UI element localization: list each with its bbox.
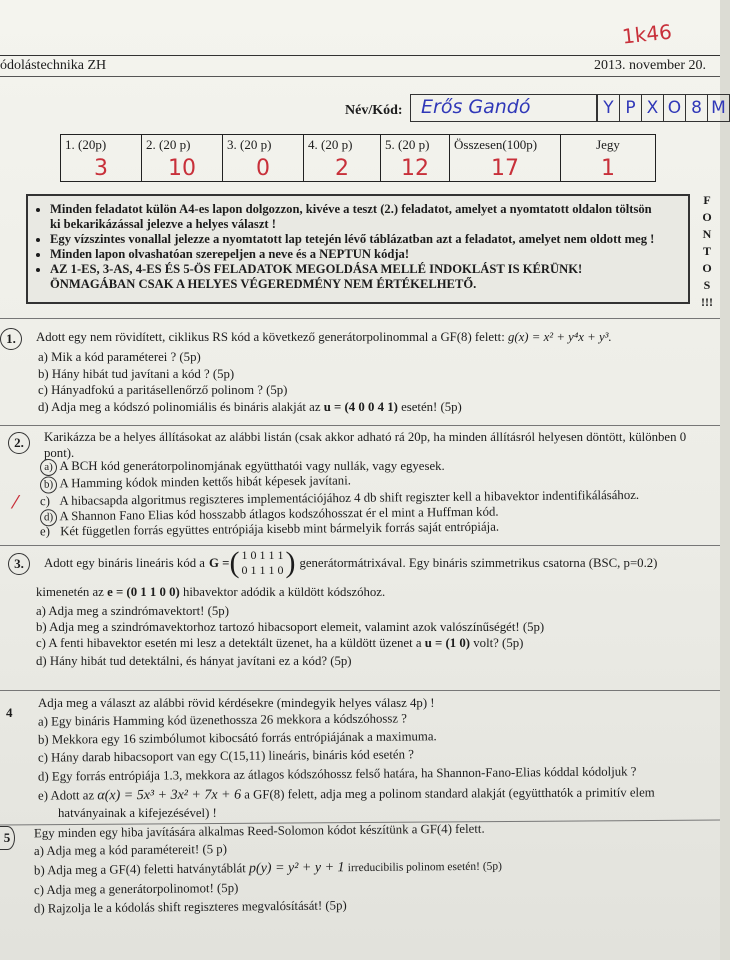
side-letter: O xyxy=(702,210,712,224)
code-char: X xyxy=(641,94,664,122)
red-mark: ⁄ xyxy=(14,492,18,513)
score-value: 12 xyxy=(401,156,429,181)
exam-date: 2013. november 20. xyxy=(594,58,706,73)
q2-item-text: A hibacsapda algoritmus regiszteres implementációjához 4 db shift regiszter kell a hibavektor indentifikálásához. xyxy=(59,487,640,508)
score-cell xyxy=(304,135,381,182)
score-value: 2 xyxy=(335,156,349,181)
instruction-item-cont: ki bekarikázással jelezve a helyes választ ! xyxy=(50,217,276,231)
header-rule-bottom xyxy=(0,76,720,77)
side-letter: O xyxy=(702,261,712,275)
q1-d-text: d) Adja meg a kódszó polinomiális és bináris alakját az xyxy=(38,400,321,414)
q5-b-tail: irreducibilis polinom esetén! (5p) xyxy=(347,860,503,875)
q5-d: d) Rajzolja le a kódolás shift regiszteres megvalósítását! (5p) xyxy=(33,898,347,916)
score-col-label: 2. (20 p) xyxy=(146,137,191,152)
score-value: 10 xyxy=(168,156,196,181)
q4-intro: Adja meg a választ az alábbi rövid kérdésekre (mindegyik helyes válasz 4p) ! xyxy=(38,696,435,710)
q3-a: a) Adja meg a szindrómavektort! (5p) xyxy=(36,604,229,618)
q5-number: 5 xyxy=(0,826,15,850)
score-col-label: 4. (20 p) xyxy=(308,137,353,152)
exam-title: ódolástechnika ZH xyxy=(0,58,107,73)
section-divider xyxy=(0,425,720,426)
score-cell xyxy=(223,135,304,182)
q3-intro xyxy=(44,548,657,578)
score-value: 0 xyxy=(256,156,270,181)
score-table xyxy=(60,134,656,182)
q3-line2-tail: hibavektor adódik a küldött kódszóhoz. xyxy=(182,585,386,599)
score-value: 17 xyxy=(491,156,519,181)
q5-a: a) Adja meg a kód paramétereit! (5 p) xyxy=(33,841,228,859)
q1-a: a) Mik a kód paraméterei ? (5p) xyxy=(38,350,201,364)
q4-e-text: e) Adott az xyxy=(37,788,95,803)
q2-item-text: A Hamming kódok minden kettős hibát képesek javítani. xyxy=(59,473,351,491)
q3-e-vector: e = (0 1 1 0 0) xyxy=(107,585,180,599)
section-divider xyxy=(0,545,720,546)
q2-item-text: A BCH kód generátorpolinomjának együtthatói vagy nullák, vagy egyesek. xyxy=(59,459,445,473)
matrix-rows xyxy=(239,548,285,578)
q1-d-tail: esetén! (5p) xyxy=(401,400,462,414)
q3-b: b) Adja meg a szindrómavektorhoz tartozó hibacsoport elemeit, valamint azok valószínűségét! (5p) xyxy=(36,620,545,634)
q4-d: d) Egy forrás entrópiája 1.3, mekkora az átlagos kódszóhossz felső határa, ha Shannon-Fano-Elias kóddal kódoljuk ? xyxy=(37,764,637,784)
q3-number: 3. xyxy=(8,553,30,575)
q5-b-formula: p(y) = y² + y + 1 xyxy=(248,860,345,877)
fontos-side-text xyxy=(699,192,715,311)
score-cell xyxy=(142,135,223,182)
side-letter: T xyxy=(702,244,711,258)
q2-item-a xyxy=(40,459,445,476)
q3-c-text: c) A fenti hibavektor esetén mi lesz a detektált üzenet, ha a küldött üzenet a xyxy=(36,636,422,650)
side-letter: !!! xyxy=(701,295,713,309)
q4-e-cont: hatványainak a kifejezésével) ! xyxy=(58,806,217,820)
q4-e-formula: α(x) = 5x³ + 3x² + 7x + 6 xyxy=(97,787,242,804)
code-char: M xyxy=(707,94,730,122)
q1-b: b) Hány hibát tud javítani a kód ? (5p) xyxy=(38,367,235,381)
score-col-label: 3. (20 p) xyxy=(227,137,272,152)
section-divider xyxy=(0,318,720,319)
q4-a: a) Egy bináris Hamming kód üzenethossza 26 mekkora a kódszóhossz ? xyxy=(37,711,407,729)
instruction-item-cont: ÖNMAGÁBAN CSAK A HELYES VÉGEREDMÉNY NEM ÉRTÉKELHETŐ. xyxy=(50,277,477,291)
q3-g-matrix xyxy=(229,548,295,578)
side-letter: S xyxy=(703,278,711,292)
code-char: P xyxy=(619,94,642,122)
q1-number: 1. xyxy=(0,328,22,350)
q4-c: c) Hány darab hibacsoport van egy C(15,11) lineáris, bináris kód esetén ? xyxy=(37,747,414,765)
instruction-item: • AZ 1-ES, 3-AS, 4-ES ÉS 5-ÖS FELADATOK MEGOLDÁSA MELLÉ INDOKLÁST IS KÉRÜNK! xyxy=(50,262,682,277)
q5-b-text: b) Adja meg a GF(4) feletti hatványtáblát xyxy=(33,861,246,878)
q2-intro: Karikázza be a helyes állításokat az alábbi listán (csak akkor adható rá 20p, ha minden állításról helyesen döntött, különben 0 xyxy=(44,430,687,444)
handwritten-name: Erős Gandó xyxy=(421,96,531,118)
q5-b xyxy=(34,859,502,880)
q3-c-tail: volt? (5p) xyxy=(473,636,524,650)
q2-intro-cont: pont). xyxy=(44,446,75,460)
code-char: 8 xyxy=(685,94,708,122)
q3-g-label: G = xyxy=(209,555,230,570)
q3-line2-text: kimenetén az xyxy=(36,585,104,599)
instruction-item: • Minden feladatot külön A4-es lapon dolgozzon, kivéve a teszt (2.) feladatot, amelyet a nyomtatott oldalon töltsön xyxy=(50,202,682,217)
score-value: 3 xyxy=(94,156,108,181)
q3-intro-text: Adott egy bináris lineáris kód a xyxy=(44,555,205,570)
handwritten-corner-note: 1k46 xyxy=(620,19,673,49)
q2-item-text: Két független forrás együttes entrópiája kisebb mint bármelyik forrás saját entrópiája. xyxy=(60,519,500,539)
q1-intro xyxy=(36,330,612,345)
name-field xyxy=(410,94,597,122)
code-char: Y xyxy=(597,94,620,122)
q1-c: c) Hányadfokú a paritásellenőrző polinom ? (5p) xyxy=(38,383,288,397)
instruction-item: • Egy vízszintes vonallal jelezze a nyomtatott lap tetején lévő táblázatban azt a feladatot, amelyet nem oldott meg ! xyxy=(50,232,682,247)
score-cell xyxy=(561,135,656,182)
q4-e xyxy=(38,785,655,804)
score-col-label: Összesen(100p) xyxy=(454,137,538,152)
q4-b: b) Mekkora egy 16 szimbólumot kibocsátó forrás entrópiájának a maximuma. xyxy=(37,729,437,747)
q2-item-text: A Shannon Fano Elias kód hosszabb átlagos kodszóhosszat ér el mint a Huffman kód. xyxy=(59,504,499,524)
q1-formula: g(x) = x² + y⁴x + y³. xyxy=(507,330,612,344)
q3-line2 xyxy=(36,585,385,600)
score-cell xyxy=(61,135,142,182)
header-rule-top xyxy=(0,55,720,56)
q2-letter-circled: b) xyxy=(40,476,57,493)
q4-number: 4 xyxy=(6,705,13,720)
score-col-label: 5. (20 p) xyxy=(385,137,430,152)
matrix-row: 1 0 1 1 1 xyxy=(241,548,284,562)
score-value: 1 xyxy=(601,156,615,181)
matrix-row: 0 1 1 1 0 xyxy=(241,563,284,577)
q1-intro-text: Adott egy nem rövidített, ciklikus RS kód a következő generátorpolinommal a GF(8) felett: xyxy=(36,330,505,344)
matrix-bracket-left: ( xyxy=(229,546,240,579)
q5-c: c) Adja meg a generátorpolinomot! (5p) xyxy=(33,880,239,898)
q2-letter-circled: a) xyxy=(40,459,57,476)
q2-letter-circled: d) xyxy=(40,509,57,526)
q2-number: 2. xyxy=(8,432,30,454)
instructions-box xyxy=(26,194,690,304)
score-cell xyxy=(381,135,450,182)
q3-d: d) Hány hibát tud detektálni, és hányat javítani ez a kód? (5p) xyxy=(36,654,352,668)
q3-c-vector: u = (1 0) xyxy=(424,636,471,650)
side-letter: F xyxy=(703,193,711,207)
side-letter: N xyxy=(702,227,712,241)
neptun-code-boxes xyxy=(598,94,730,122)
q3-c xyxy=(36,636,523,651)
q2-letter: c) xyxy=(39,494,51,509)
section-divider xyxy=(0,690,720,691)
q1-d-vector: u = (4 0 0 4 1) xyxy=(323,400,398,414)
score-cell xyxy=(450,135,561,182)
name-code-label: Név/Kód: xyxy=(345,103,403,118)
score-col-label: Jegy xyxy=(596,137,620,152)
matrix-bracket-right: ) xyxy=(285,546,296,579)
code-char: O xyxy=(663,94,686,122)
score-col-label: 1. (20p) xyxy=(65,137,107,152)
q5-intro: Egy minden egy hiba javítására alkalmas Reed-Solomon kódot készítünk a GF(4) felett. xyxy=(33,821,485,841)
q1-d xyxy=(38,400,462,415)
q2-letter: e) xyxy=(39,524,51,539)
instruction-item: • Minden lapon olvashatóan szerepeljen a neve és a NEPTUN kódja! xyxy=(50,247,682,262)
q3-intro-tail: generátormátrixával. Egy bináris szimmetrikus csatorna (BSC, p=0.2) xyxy=(299,555,658,570)
q4-e-tail: a GF(8) felett, adja meg a polinom standard alakját (együtthatók a primitív elem xyxy=(244,785,655,802)
